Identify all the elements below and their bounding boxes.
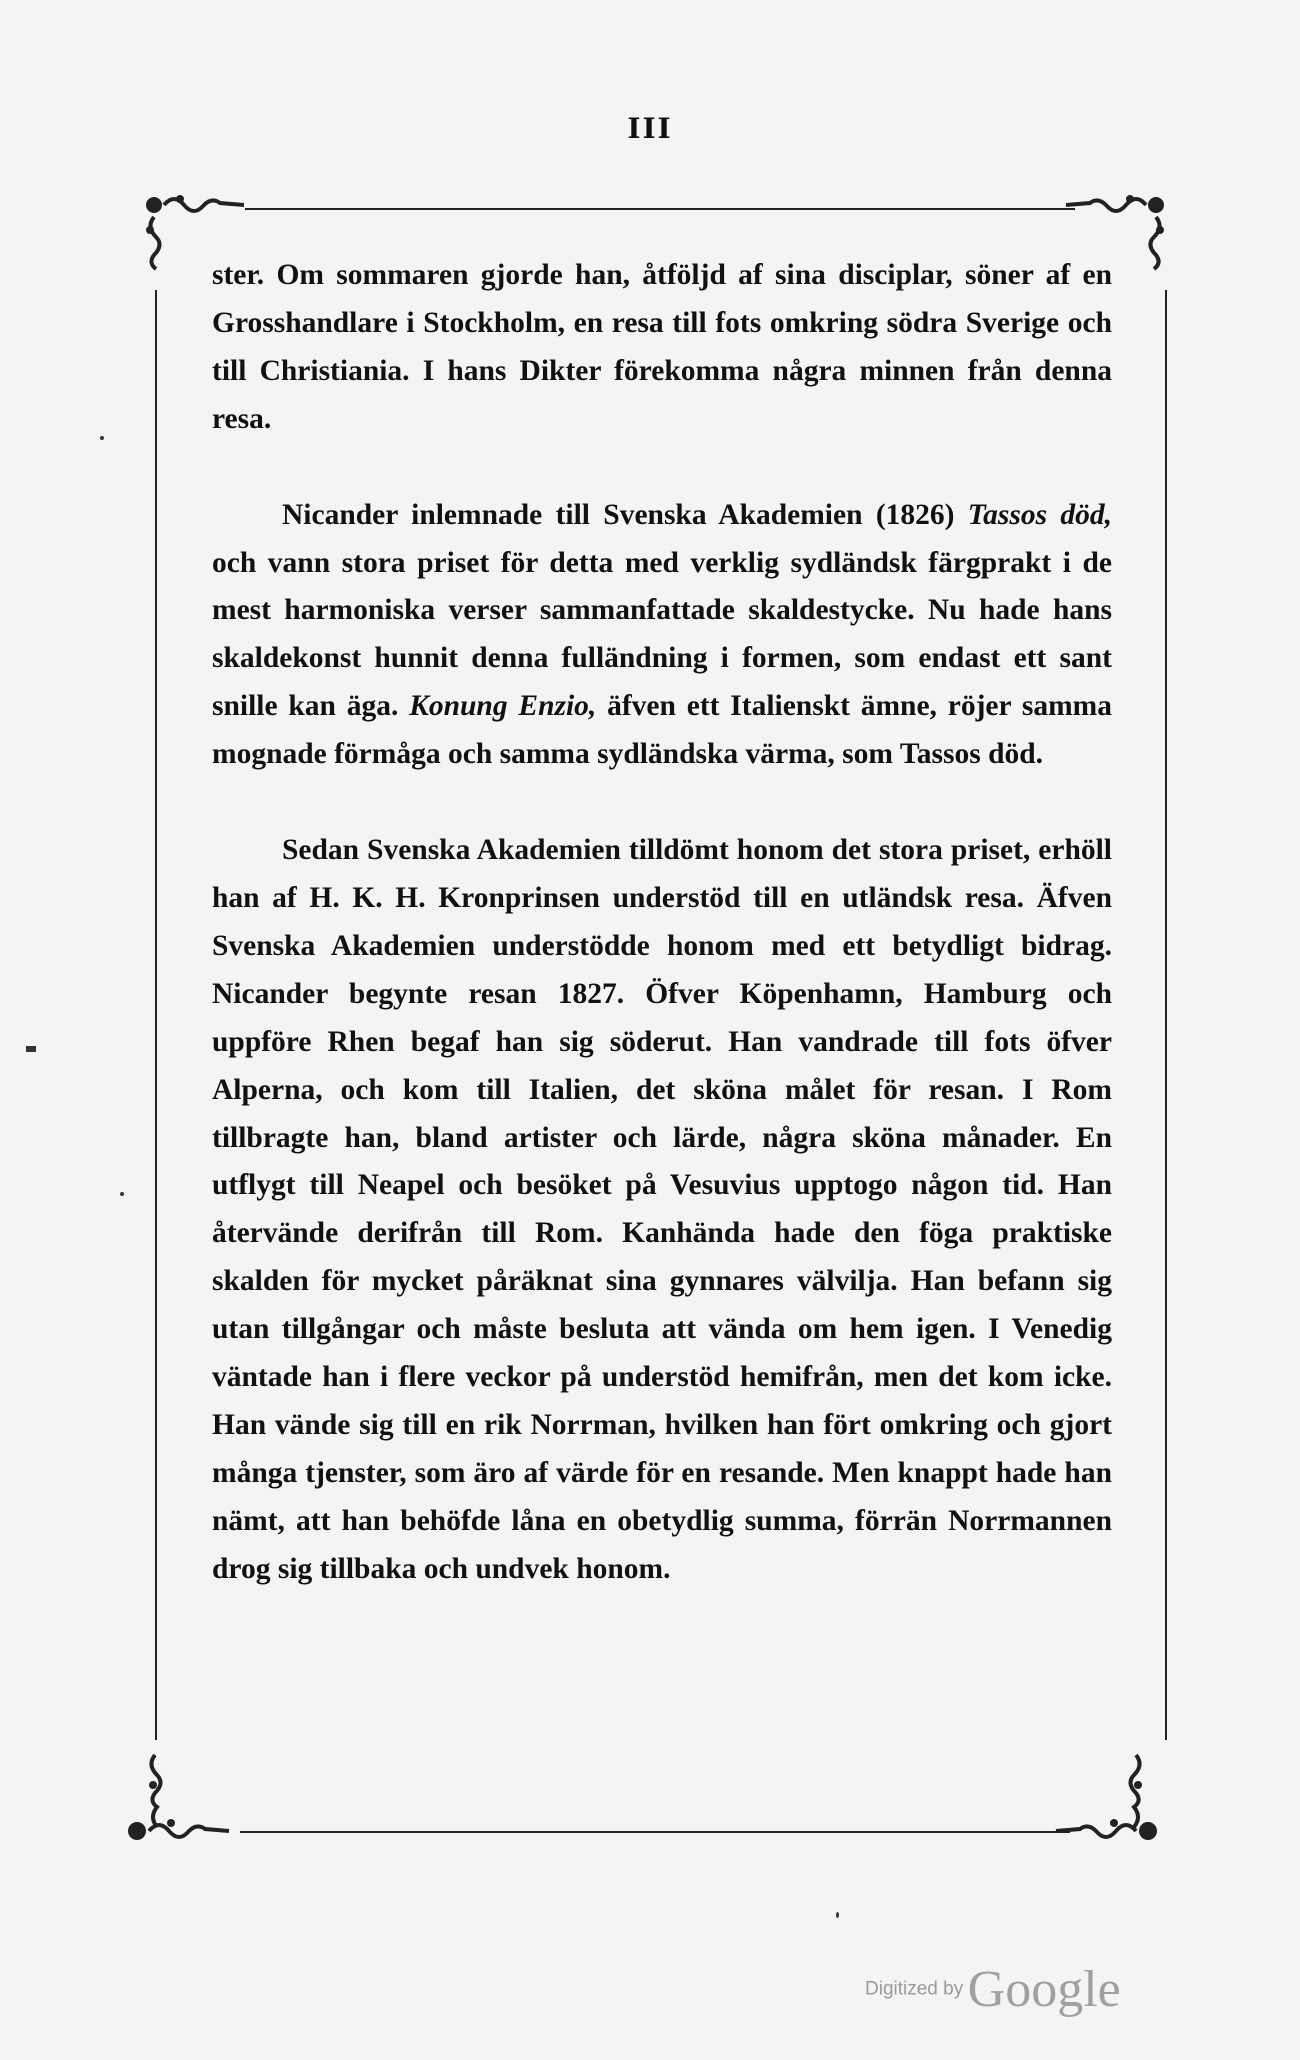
watermark-prefix: Digitized by	[865, 1978, 964, 2000]
italic-title: Konung Enzio,	[409, 690, 597, 723]
corner-ornament-icon	[125, 1745, 235, 1855]
bottom-border-rule	[240, 1831, 1070, 1833]
paragraph-text: äfven ett Italienskt ämne, röjer samma mognade förmåga och samma sydländska värma, som Tassos död.	[212, 690, 1112, 771]
scan-speck	[26, 1046, 36, 1052]
paragraph-text: och vann stora priset för detta med verklig sydländsk färgprakt i de mest harmoniska verser sammanfattade skaldestycke. Nu hade hans skaldekonst hunnit denna fulländning i formen, som endast ett sant snille kan äga.	[212, 546, 1112, 723]
scan-speck	[120, 1192, 124, 1196]
page-number: III	[627, 112, 673, 145]
paragraph	[212, 252, 1112, 444]
right-border-rule	[1165, 290, 1167, 1740]
corner-ornament-icon	[1050, 1745, 1160, 1855]
paragraph-text: Sedan Svenska Akademien tilldömt honom det stora priset, erhöll han af H. K. H. Kronprinsen understöd till en utländsk resa. Äfven Svenska Akademien understödde honom med ett betydligt bidrag. Nicander begynte resan 1827. Öfver Köpenhamn, Hamburg och uppföre Rhen begaf han sig söderut. Han vandrade till fots öfver Alperna, och kom till Italien, det sköna målet för resan. I Rom tillbragte han, bland artister och lärde, några sköna månader. En utflygt till Neapel och besöket på Vesuvius upptogo någon tid. Han återvände derifrån till Rom. Kanhända hade den föga praktiske skalden för mycket påräknat sina gynnares välvilja. Han befann sig utan tillgångar och måste besluta att vända om hem igen. I Venedig väntade han i flere veckor på understöd hemifrån, men det kom icke. Han vände sig till en rik Norrman, hvilken han fört omkring och gjort många tjenster, som äro af värde för en resande. Men knappt hade han nämt, att han behöfde låna en obetydlig summa, förrän Norrmannen drog sig tillbaka och undvek honom.	[212, 834, 1112, 1585]
paragraph	[212, 492, 1112, 779]
top-border-rule	[245, 208, 1075, 210]
digitized-watermark	[865, 1960, 1121, 2019]
page-text	[212, 252, 1112, 1594]
scan-speck	[100, 436, 104, 440]
paragraph-text: Nicander inlemnade till Svenska Akademien (1826)	[282, 498, 968, 531]
watermark-brand: Google	[967, 1961, 1121, 2018]
scan-speck	[836, 1912, 839, 1918]
paragraph	[212, 827, 1112, 1594]
italic-title: Tassos död,	[967, 498, 1112, 531]
left-border-rule	[155, 290, 157, 1740]
paragraph-text: ster. Om sommaren gjorde han, åtföljd af sina disciplar, söner af en Grosshandlare i Stockholm, en resa till fots omkring södra Sverige och till Christiania. I hans Dikter förekomma några minnen från denna resa.	[212, 259, 1112, 435]
